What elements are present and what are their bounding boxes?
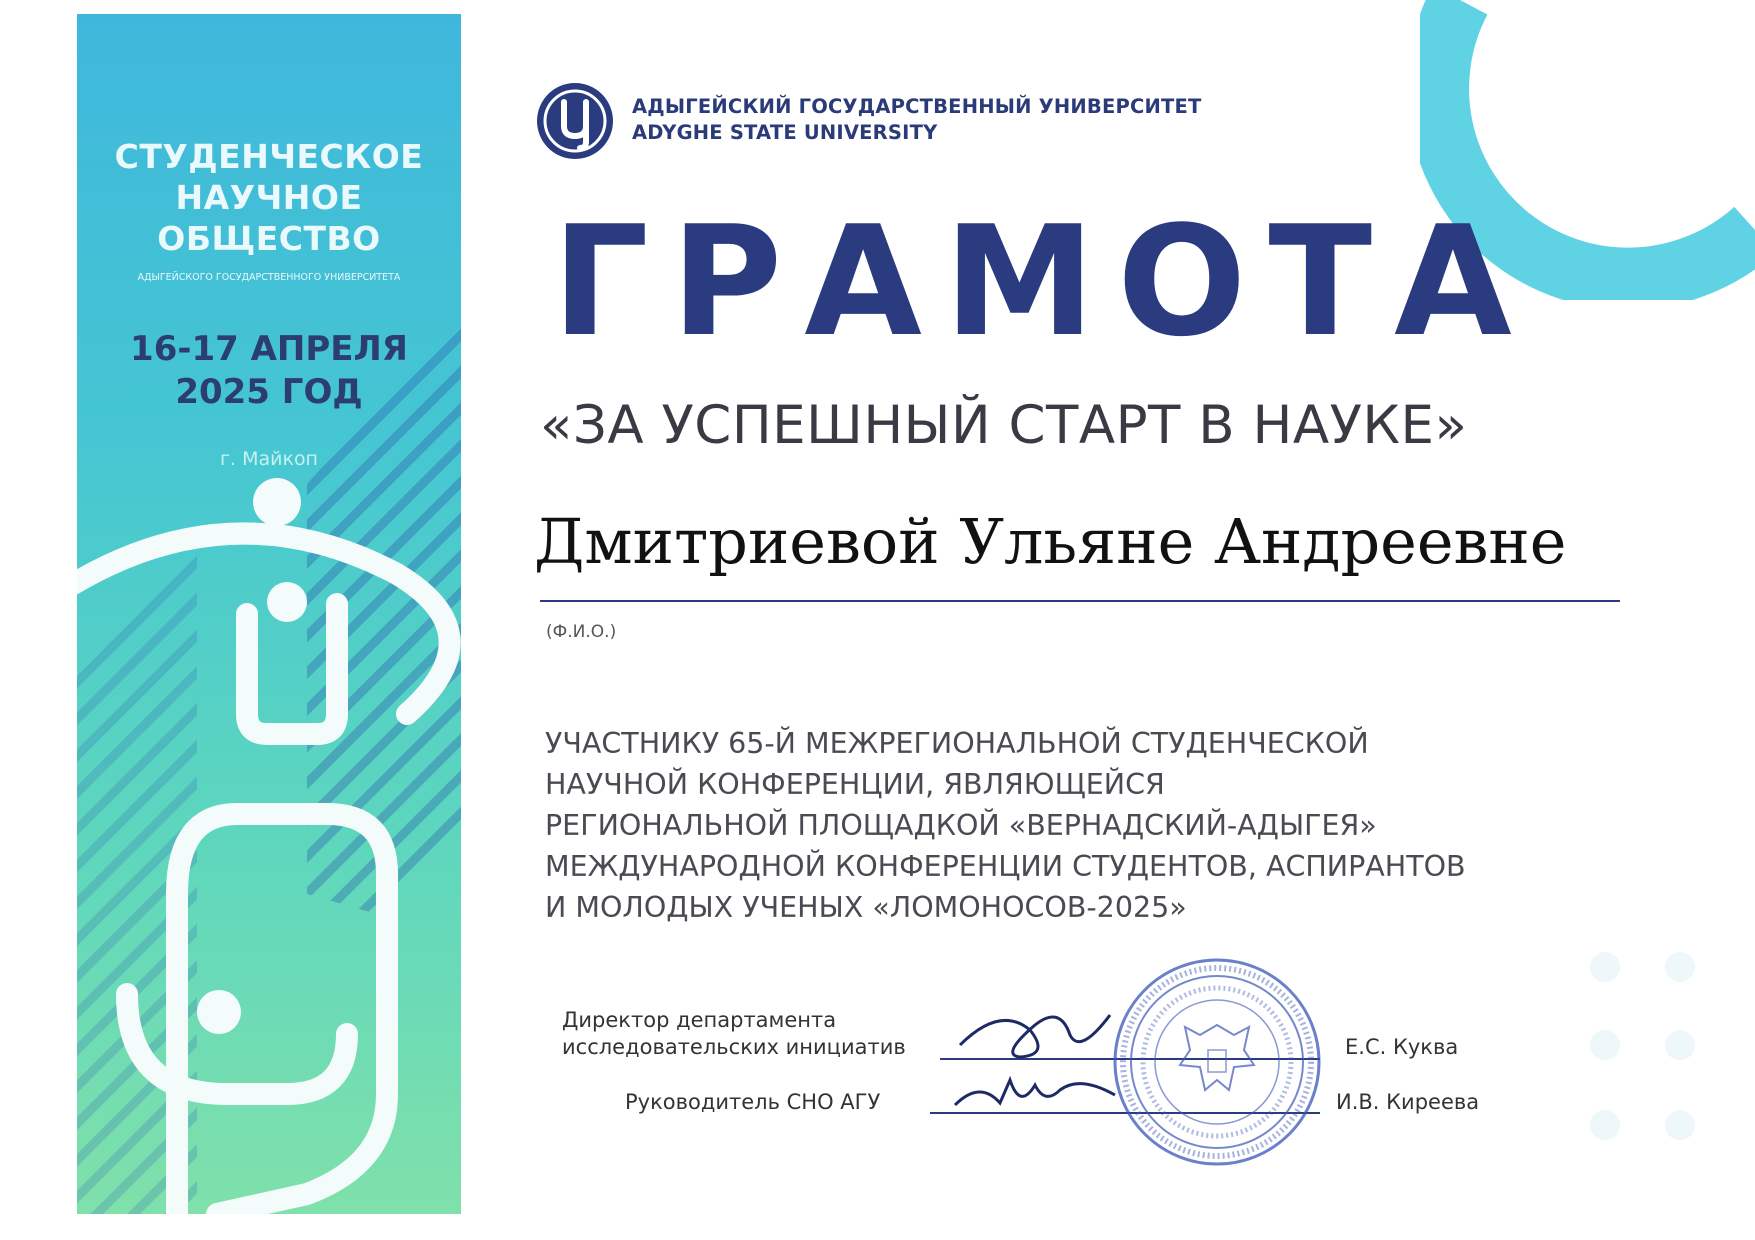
director-title-line-1: Директор департамента: [562, 1008, 837, 1032]
banner-title-line-2: НАУЧНОЕ: [175, 178, 363, 217]
university-name-en: ADYGHE STATE UNIVERSITY: [632, 121, 938, 144]
university-logo-icon: [534, 80, 616, 162]
description-line: УЧАСТНИКУ 65-Й МЕЖРЕГИОНАЛЬНОЙ СТУДЕНЧЕСКОЙ: [545, 727, 1369, 760]
head-title: Руководитель СНО АГУ: [625, 1090, 881, 1114]
banner-title-line-3: ОБЩЕСТВО: [157, 219, 381, 258]
decorative-dot: [1665, 1110, 1695, 1140]
director-name: Е.С. Куква: [1345, 1035, 1459, 1059]
description-line: РЕГИОНАЛЬНОЙ ПЛОЩАДКОЙ «ВЕРНАДСКИЙ-АДЫГЕЯ»: [545, 809, 1377, 842]
name-underline: [540, 600, 1620, 602]
official-seal: [1110, 955, 1325, 1170]
conference-banner: [77, 14, 461, 1214]
decorative-dot: [1590, 952, 1620, 982]
recipient-name: Дмитриевой Ульяне Андреевне: [534, 505, 1567, 578]
head-name: И.В. Киреева: [1336, 1090, 1480, 1114]
description-line: МЕЖДУНАРОДНОЙ КОНФЕРЕНЦИИ СТУДЕНТОВ, АСПИРАНТОВ: [545, 850, 1466, 883]
decorative-dot: [1665, 952, 1695, 982]
award-name: «ЗА УСПЕШНЫЙ СТАРТ В НАУКЕ»: [540, 395, 1468, 456]
description-line: НАУЧНОЙ КОНФЕРЕНЦИИ, ЯВЛЯЮЩЕЙСЯ: [545, 768, 1165, 801]
university-name-ru: АДЫГЕЙСКИЙ ГОСУДАРСТВЕННЫЙ УНИВЕРСИТЕТ: [632, 95, 1202, 118]
banner-city: г. Майкоп: [220, 448, 318, 470]
banner-subtitle: АДЫГЕЙСКОГО ГОСУДАРСТВЕННОГО УНИВЕРСИТЕТА: [137, 272, 401, 283]
description-line: И МОЛОДЫХ УЧЕНЫХ «ЛОМОНОСОВ-2025»: [545, 891, 1187, 924]
fio-caption: (Ф.И.О.): [546, 622, 617, 642]
banner-dates-line-1: 16-17 АПРЕЛЯ: [130, 329, 408, 369]
decorative-dot: [1590, 1030, 1620, 1060]
certificate-description: [545, 723, 1665, 928]
decorative-dot: [1590, 1110, 1620, 1140]
decorative-dot: [1665, 1030, 1695, 1060]
banner-dates-line-2: 2025 ГОД: [175, 372, 363, 412]
certificate-title: ГРАМОТА: [552, 193, 1534, 370]
banner-title-line-1: СТУДЕНЧЕСКОЕ: [114, 137, 424, 176]
director-title-line-2: исследовательских инициатив: [562, 1035, 906, 1059]
